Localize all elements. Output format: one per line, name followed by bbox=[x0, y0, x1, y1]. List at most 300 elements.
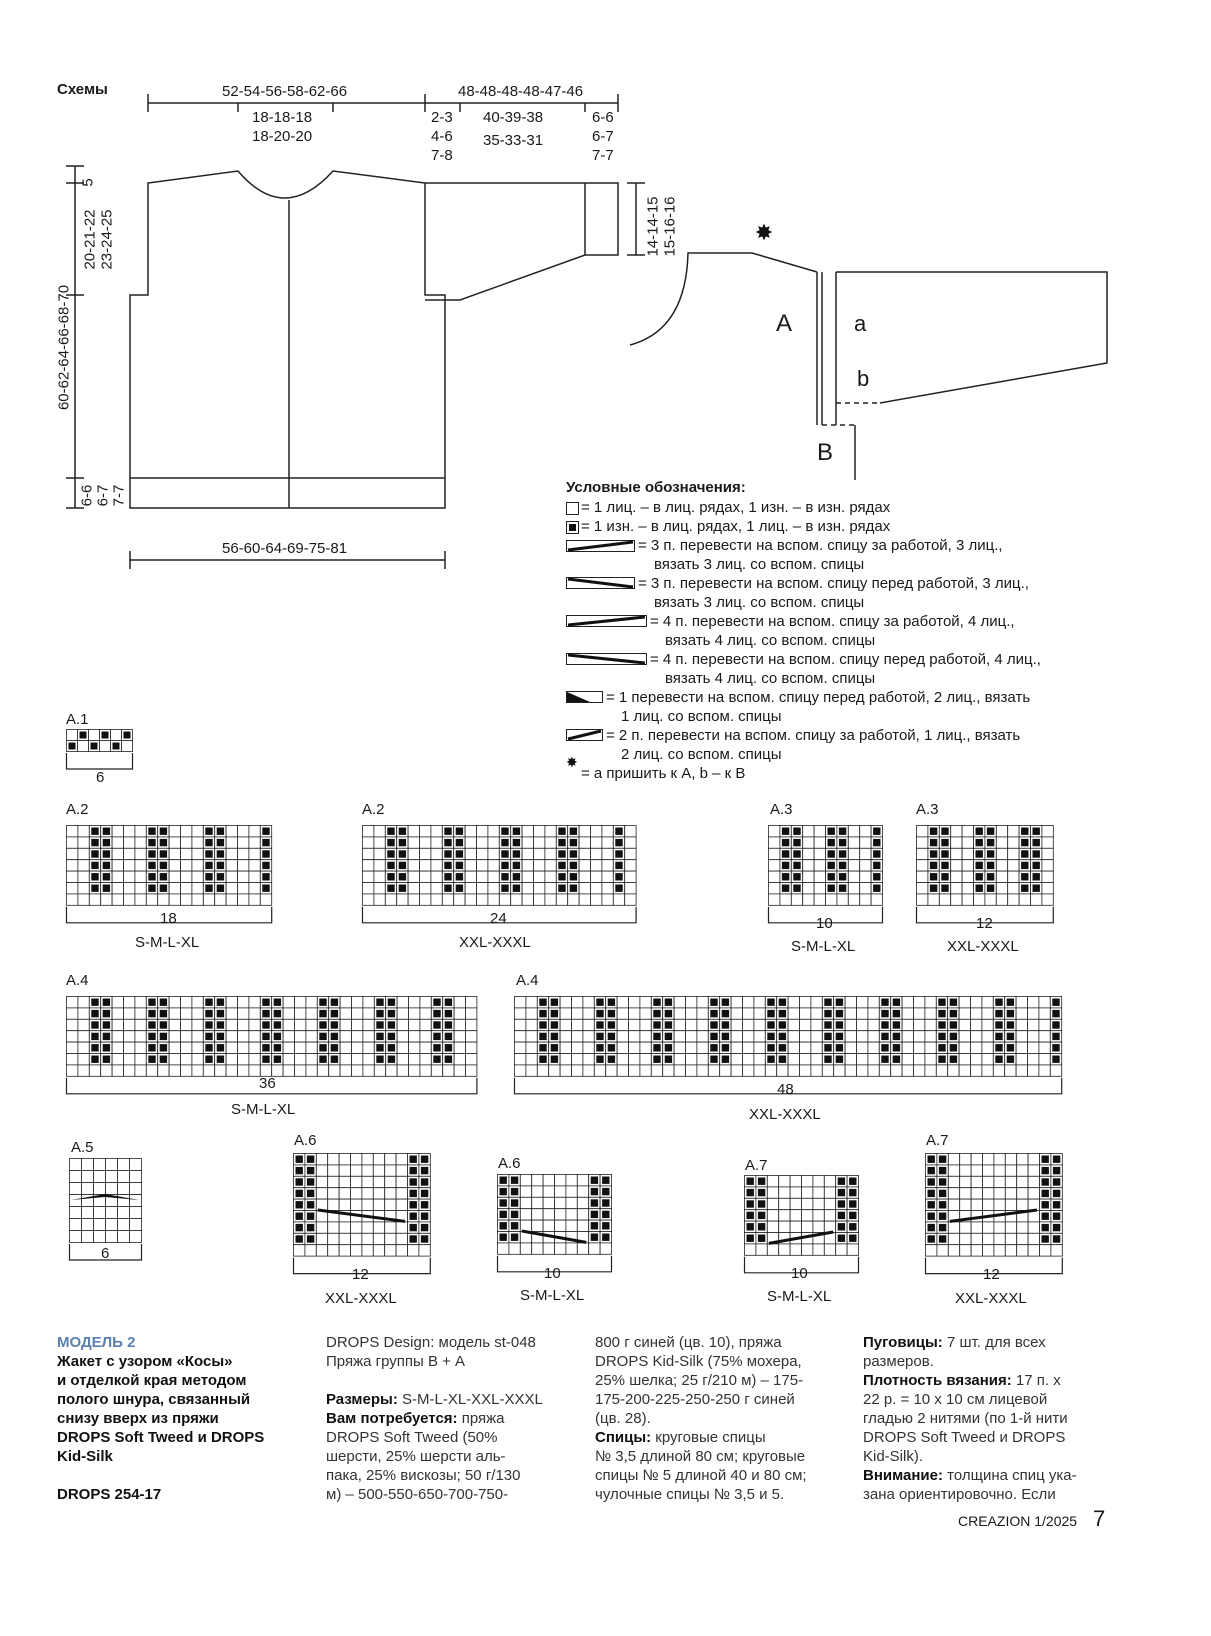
chart-cell bbox=[192, 997, 203, 1008]
chart-cell bbox=[1039, 997, 1050, 1008]
chart-cell bbox=[572, 1019, 583, 1030]
chart-cell bbox=[340, 1008, 351, 1019]
chart-cell bbox=[788, 1042, 799, 1053]
chart-cell bbox=[802, 1210, 813, 1221]
chart-cell bbox=[465, 894, 476, 905]
chart-cell-filled bbox=[1052, 1044, 1059, 1051]
chart-cell bbox=[996, 871, 1007, 882]
chart-cell bbox=[215, 894, 226, 905]
chart-cell bbox=[583, 1031, 594, 1042]
chart-cell-filled bbox=[445, 999, 452, 1006]
chart-cell bbox=[362, 1245, 373, 1256]
chart-cell bbox=[1039, 1019, 1050, 1030]
chart-cell bbox=[385, 1154, 396, 1165]
chart-cell-filled bbox=[160, 885, 167, 892]
body-line: размеров. bbox=[863, 1353, 934, 1370]
chart-sizes: XXL-XXXL bbox=[325, 1290, 397, 1307]
chart-cell bbox=[135, 1008, 146, 1019]
chart-cell-filled bbox=[873, 839, 880, 846]
chart-cell-filled bbox=[410, 1167, 417, 1174]
chart-cell bbox=[860, 894, 871, 905]
chart-cell bbox=[971, 1199, 982, 1210]
chart-cell bbox=[339, 1222, 350, 1233]
chart-cell bbox=[1016, 1031, 1027, 1042]
chart-label: A.7 bbox=[745, 1157, 768, 1174]
chart-cell bbox=[408, 1245, 419, 1256]
chart-cell-filled bbox=[262, 850, 269, 857]
chart-cell bbox=[779, 1187, 790, 1198]
chart-cell bbox=[555, 1175, 566, 1186]
chart-cell bbox=[917, 837, 928, 848]
chart-cell-filled bbox=[987, 839, 994, 846]
chart-cell bbox=[118, 1207, 130, 1219]
chart-cell bbox=[788, 1065, 799, 1076]
chart-cell-filled bbox=[653, 1044, 660, 1051]
chart-cell bbox=[994, 1154, 1005, 1165]
chart-cell-filled bbox=[779, 1044, 786, 1051]
chart-cell bbox=[555, 1197, 566, 1208]
chart-cell-filled bbox=[828, 873, 835, 880]
chart-cell-filled bbox=[160, 1056, 167, 1063]
chart-cell bbox=[420, 1054, 431, 1065]
chart-cell-filled bbox=[782, 873, 789, 880]
chart-cell bbox=[617, 1042, 628, 1053]
legend-item: = 4 п. перевести на вспом. спицу за работой, 4 лиц., bbox=[650, 613, 1015, 630]
chart-cell bbox=[409, 1031, 420, 1042]
chart-cell bbox=[515, 1019, 526, 1030]
chart-cell-filled bbox=[939, 1224, 946, 1231]
chart-cell bbox=[295, 1008, 306, 1019]
chart-cell bbox=[522, 871, 533, 882]
chart-cell bbox=[629, 1054, 640, 1065]
chart-cell bbox=[112, 1054, 123, 1065]
chart-cell bbox=[788, 997, 799, 1008]
chart-cell bbox=[788, 1019, 799, 1030]
chart-cell bbox=[169, 1031, 180, 1042]
chart-cell bbox=[78, 860, 89, 871]
chart-cell bbox=[803, 826, 814, 837]
chart-grid-a6x bbox=[293, 1153, 433, 1271]
chart-cell-filled bbox=[930, 873, 937, 880]
chart-cell-filled bbox=[456, 828, 463, 835]
chart-cell bbox=[283, 1065, 294, 1076]
chart-cell bbox=[454, 1008, 465, 1019]
chart-cell-filled bbox=[615, 873, 622, 880]
chart-cell-filled bbox=[824, 999, 831, 1006]
chart-cell bbox=[629, 1031, 640, 1042]
legend-item: = 1 изн. – в лиц. рядах, 1 лиц. – в изн. рядах bbox=[581, 518, 891, 535]
chart-cell-filled bbox=[596, 1056, 603, 1063]
chart-cell bbox=[951, 871, 962, 882]
chart-cell bbox=[363, 1054, 374, 1065]
chart-cell bbox=[824, 1210, 835, 1221]
chart-cell bbox=[1042, 860, 1053, 871]
chart-cell bbox=[860, 871, 871, 882]
chart-cell-filled bbox=[91, 1021, 98, 1028]
chart-cell-filled bbox=[388, 1056, 395, 1063]
chart-cell bbox=[572, 1065, 583, 1076]
chart-cell bbox=[339, 1188, 350, 1199]
chart-cell bbox=[813, 1198, 824, 1209]
chart-cell-filled bbox=[262, 885, 269, 892]
chart-cell bbox=[555, 1209, 566, 1220]
chart-cell-filled bbox=[849, 1223, 856, 1230]
chart-cell bbox=[579, 848, 590, 859]
chart-cell-filled bbox=[570, 828, 577, 835]
chart-cell bbox=[857, 1031, 868, 1042]
chart-cell-filled bbox=[1053, 1167, 1060, 1174]
chart-cell bbox=[454, 894, 465, 905]
chart-cell-filled bbox=[570, 862, 577, 869]
chart-cell bbox=[363, 848, 374, 859]
chart-cell-filled bbox=[995, 1056, 1002, 1063]
chart-cell bbox=[192, 871, 203, 882]
chart-cell-filled bbox=[976, 828, 983, 835]
chart-count: 18 bbox=[160, 910, 177, 927]
chart-cell bbox=[902, 1065, 913, 1076]
chart-cell-filled bbox=[205, 839, 212, 846]
chart-cell bbox=[779, 1221, 790, 1232]
chart-cell bbox=[295, 1054, 306, 1065]
chart-cell bbox=[100, 741, 111, 752]
chart-cell bbox=[568, 894, 579, 905]
chart-cell-filled bbox=[558, 828, 565, 835]
chart-cell-filled bbox=[445, 1033, 452, 1040]
chart-cell-filled bbox=[839, 885, 846, 892]
chart-cell bbox=[118, 1219, 130, 1231]
chart-cell bbox=[226, 871, 237, 882]
chart-cell-filled bbox=[941, 862, 948, 869]
chart-cell-filled bbox=[722, 1033, 729, 1040]
chart-cell bbox=[971, 1019, 982, 1030]
chart-cell bbox=[351, 1233, 362, 1244]
chart-cell bbox=[135, 997, 146, 1008]
chart-cell-filled bbox=[839, 862, 846, 869]
chart-cell bbox=[928, 894, 939, 905]
chart-cell bbox=[385, 894, 396, 905]
chart-cell bbox=[295, 1031, 306, 1042]
chart-cell bbox=[572, 1031, 583, 1042]
chart-cell bbox=[130, 1231, 142, 1243]
chart-cell bbox=[419, 1245, 430, 1256]
chart-cell bbox=[971, 1008, 982, 1019]
chart-cell-filled bbox=[615, 850, 622, 857]
chart-cell bbox=[226, 883, 237, 894]
chart-cell bbox=[996, 894, 1007, 905]
chart-cell bbox=[515, 997, 526, 1008]
chart-cell bbox=[914, 1054, 925, 1065]
chart-cell bbox=[534, 894, 545, 905]
chart-cell-filled bbox=[596, 999, 603, 1006]
chart-cell bbox=[800, 1042, 811, 1053]
chart-cell-filled bbox=[839, 873, 846, 880]
chart-cell-filled bbox=[513, 885, 520, 892]
chart-cell bbox=[192, 1065, 203, 1076]
chart-cell bbox=[813, 1176, 824, 1187]
chart-count: 24 bbox=[490, 910, 507, 927]
chart-cell bbox=[363, 860, 374, 871]
chart-cell bbox=[1008, 826, 1019, 837]
chart-cell bbox=[591, 848, 602, 859]
chart-cell-filled bbox=[376, 1056, 383, 1063]
chart-cell bbox=[431, 848, 442, 859]
dim-sleeve-b1: 40-39-38 bbox=[483, 109, 544, 126]
design-line: Пряжа группы В + А bbox=[326, 1353, 466, 1370]
chart-cell bbox=[1016, 1054, 1027, 1065]
chart-cell bbox=[522, 894, 533, 905]
chart-cell bbox=[625, 826, 636, 837]
chart-cell bbox=[543, 1243, 554, 1254]
chart-cell bbox=[420, 1008, 431, 1019]
footer-magazine: CREAZION 1/2025 bbox=[958, 1513, 1078, 1529]
chart-cell bbox=[857, 1019, 868, 1030]
chart-cell bbox=[731, 1042, 742, 1053]
chart-cell bbox=[971, 1176, 982, 1187]
chart-cell bbox=[431, 1065, 442, 1076]
chart-cell bbox=[249, 837, 260, 848]
chart-cell bbox=[579, 871, 590, 882]
chart-cell-filled bbox=[838, 1223, 845, 1230]
chart-cell-filled bbox=[653, 1021, 660, 1028]
chart-cell bbox=[340, 1054, 351, 1065]
chart-cell bbox=[306, 1065, 317, 1076]
chart-cell bbox=[146, 894, 157, 905]
chart-cell bbox=[579, 894, 590, 905]
chart-cell-filled bbox=[433, 1010, 440, 1017]
chart-cell bbox=[192, 826, 203, 837]
chart-cell bbox=[306, 997, 317, 1008]
dim-sleeve-a1: 2-3 bbox=[431, 109, 453, 126]
chart-cell-filled bbox=[274, 1044, 281, 1051]
chart-cell-filled bbox=[976, 873, 983, 880]
chart-cell bbox=[589, 1243, 600, 1254]
chart-cell bbox=[697, 1042, 708, 1053]
chart-cell-filled bbox=[148, 1010, 155, 1017]
chart-cell bbox=[800, 1065, 811, 1076]
chart-cell-filled bbox=[824, 1010, 831, 1017]
chart-cell bbox=[814, 871, 825, 882]
page-number: 7 bbox=[1093, 1506, 1106, 1531]
chart-cell-filled bbox=[148, 850, 155, 857]
chart-cell bbox=[617, 1031, 628, 1042]
chart-cell bbox=[340, 1065, 351, 1076]
chart-cell-filled bbox=[103, 828, 110, 835]
chart-cell bbox=[555, 1243, 566, 1254]
chart-cell bbox=[532, 1197, 543, 1208]
chart-cell bbox=[339, 1199, 350, 1210]
chart-cell bbox=[767, 1244, 778, 1255]
chart-cell bbox=[1042, 826, 1053, 837]
chart-cell bbox=[617, 1065, 628, 1076]
chart-cell-filled bbox=[608, 1010, 615, 1017]
chart-cell bbox=[743, 1042, 754, 1053]
chart-cell bbox=[118, 1159, 130, 1171]
chart-cell bbox=[625, 871, 636, 882]
chart-cell bbox=[130, 1219, 142, 1231]
chart-cell bbox=[385, 1245, 396, 1256]
chart-cell-filled bbox=[881, 1021, 888, 1028]
chart-grid-a4x bbox=[514, 996, 1060, 1088]
chart-cell bbox=[1016, 1008, 1027, 1019]
legend-item: вязать 4 лиц. со вспом. спицы bbox=[665, 632, 876, 649]
chart-cell bbox=[545, 860, 556, 871]
chart-cell bbox=[555, 1186, 566, 1197]
chart-cell bbox=[960, 1165, 971, 1176]
chart-cell bbox=[802, 1244, 813, 1255]
chart-cell bbox=[249, 1008, 260, 1019]
chart-cell-filled bbox=[767, 1033, 774, 1040]
chart-cell bbox=[82, 1171, 94, 1183]
chart-cell bbox=[465, 860, 476, 871]
chart-cell bbox=[824, 1244, 835, 1255]
chart-cell bbox=[936, 1065, 947, 1076]
chart-cell bbox=[914, 1008, 925, 1019]
legend-title: Условные обозначения: bbox=[566, 479, 746, 496]
chart-cell bbox=[948, 1165, 959, 1176]
chart-cell-filled bbox=[828, 850, 835, 857]
chart-cell bbox=[948, 1176, 959, 1187]
chart-cell-filled bbox=[665, 999, 672, 1006]
chart-cell-filled bbox=[591, 1177, 598, 1184]
chart-cell bbox=[982, 1054, 993, 1065]
chart-cell-filled bbox=[91, 839, 98, 846]
chart-cell-filled bbox=[399, 839, 406, 846]
chart-cell bbox=[629, 1019, 640, 1030]
chart-cell bbox=[328, 1222, 339, 1233]
chart-cell bbox=[767, 1210, 778, 1221]
chart-cell bbox=[112, 848, 123, 859]
chart-cell bbox=[1016, 997, 1027, 1008]
chart-cell-filled bbox=[558, 862, 565, 869]
chart-cell-filled bbox=[928, 1235, 935, 1242]
chart-cell bbox=[78, 741, 89, 752]
chart-cell bbox=[373, 1188, 384, 1199]
chart-cell-filled bbox=[941, 828, 948, 835]
chart-cell bbox=[1008, 860, 1019, 871]
chart-cell bbox=[625, 848, 636, 859]
chart-cell bbox=[520, 1209, 531, 1220]
chart-cell bbox=[848, 837, 859, 848]
chart-cell-filled bbox=[995, 999, 1002, 1006]
chart-cell-filled bbox=[205, 873, 212, 880]
chart-cell bbox=[532, 1220, 543, 1231]
chart-cell bbox=[754, 1031, 765, 1042]
chart-cell bbox=[591, 826, 602, 837]
chart-cell-filled bbox=[793, 828, 800, 835]
chart-cell bbox=[813, 1210, 824, 1221]
chart-cell-filled bbox=[399, 862, 406, 869]
chart-cell-filled bbox=[893, 1044, 900, 1051]
chart-cell bbox=[363, 1019, 374, 1030]
chart-cell bbox=[1005, 1199, 1016, 1210]
chart-cell bbox=[962, 837, 973, 848]
chart-cell bbox=[982, 1008, 993, 1019]
chart-cell-filled bbox=[747, 1223, 754, 1230]
chart-cell bbox=[477, 826, 488, 837]
chart-cell bbox=[454, 1054, 465, 1065]
chart-cell bbox=[788, 1008, 799, 1019]
chart-cell bbox=[238, 837, 249, 848]
chart-cell-filled bbox=[1042, 1156, 1049, 1163]
dim-arm-a: 20-21-22 bbox=[81, 209, 99, 270]
legend-item: вязать 3 лиц. со вспом. спицы bbox=[654, 556, 865, 573]
chart-cell bbox=[959, 1008, 970, 1019]
chart-cell bbox=[488, 826, 499, 837]
chart-cell bbox=[352, 1065, 363, 1076]
body-line: DROPS Soft Tweed и DROPS bbox=[863, 1429, 1066, 1446]
chart-cell bbox=[1008, 848, 1019, 859]
chart-cell bbox=[743, 997, 754, 1008]
chart-cell bbox=[466, 1065, 477, 1076]
chart-cell bbox=[769, 883, 780, 894]
chart-cell bbox=[602, 894, 613, 905]
chart-cell bbox=[640, 1031, 651, 1042]
chart-cell-filled bbox=[421, 1235, 428, 1242]
chart-cell bbox=[1042, 848, 1053, 859]
chart-cell bbox=[994, 1165, 1005, 1176]
chart-cell bbox=[181, 997, 192, 1008]
chart-cell bbox=[857, 997, 868, 1008]
chart-cell-filled bbox=[928, 1156, 935, 1163]
chart-cell bbox=[994, 1245, 1005, 1256]
chart-cell bbox=[994, 1233, 1005, 1244]
chart-cell bbox=[181, 894, 192, 905]
chart-cell bbox=[328, 1176, 339, 1187]
chart-cell bbox=[814, 826, 825, 837]
legend-item: вязать 4 лиц. со вспом. спицы bbox=[665, 670, 876, 687]
chart-cell-filled bbox=[103, 850, 110, 857]
chart-cell-filled bbox=[296, 1201, 303, 1208]
chart-cell bbox=[1016, 1042, 1027, 1053]
chart-cell bbox=[226, 1054, 237, 1065]
chart-cell-filled bbox=[539, 1010, 546, 1017]
chart-cell bbox=[431, 837, 442, 848]
chart-cell bbox=[572, 1042, 583, 1053]
chart-cell-filled bbox=[930, 850, 937, 857]
chart-cell bbox=[868, 1042, 879, 1053]
chart-cell bbox=[951, 848, 962, 859]
chart-cell bbox=[937, 1245, 948, 1256]
chart-cell-filled bbox=[939, 1156, 946, 1163]
chart-cell bbox=[249, 894, 260, 905]
chart-cell bbox=[754, 1019, 765, 1030]
chart-cell-filled bbox=[445, 1010, 452, 1017]
chart-cell-filled bbox=[824, 1056, 831, 1063]
chart-cell bbox=[583, 1042, 594, 1053]
chart-cell-filled bbox=[387, 873, 394, 880]
chart-cell bbox=[1042, 894, 1053, 905]
chart-cell-filled bbox=[596, 1021, 603, 1028]
chart-cell bbox=[192, 860, 203, 871]
garment-schematic bbox=[0, 0, 1211, 560]
chart-cell bbox=[477, 894, 488, 905]
chart-cell bbox=[112, 1065, 123, 1076]
chart-cell-filled bbox=[1033, 862, 1040, 869]
chart-cell bbox=[112, 997, 123, 1008]
chart-cell bbox=[397, 1019, 408, 1030]
chart-cell bbox=[420, 1031, 431, 1042]
chart-cell bbox=[374, 826, 385, 837]
chart-cell bbox=[94, 1231, 106, 1243]
chart-cell bbox=[959, 997, 970, 1008]
chart-cell bbox=[67, 860, 78, 871]
chart-cell bbox=[420, 894, 431, 905]
chart-sizes: S-M-L-XL bbox=[791, 938, 856, 955]
chart-cell bbox=[802, 1176, 813, 1187]
chart-cell bbox=[857, 1008, 868, 1019]
chart-cell bbox=[420, 871, 431, 882]
chart-cell bbox=[780, 894, 791, 905]
